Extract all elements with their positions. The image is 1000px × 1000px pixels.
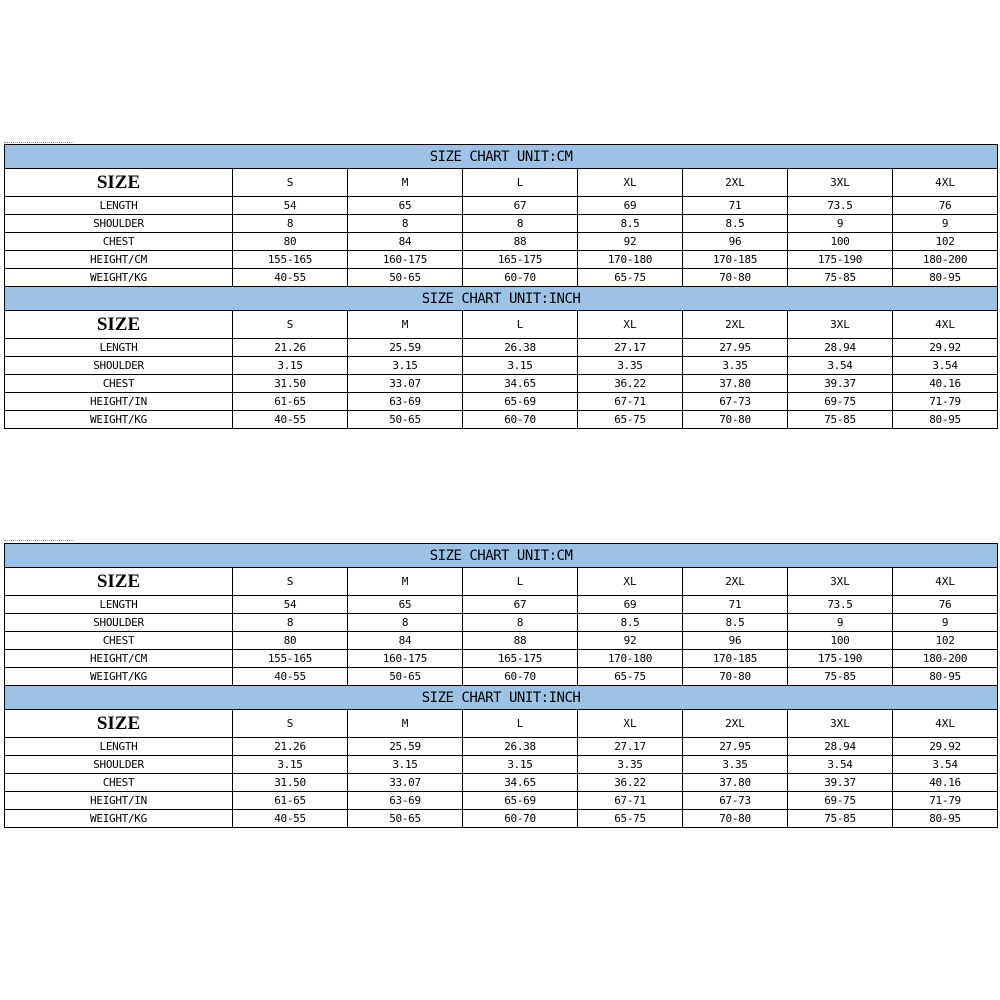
cell-value: 29.92 [893, 738, 998, 756]
cm-section [5, 544, 998, 686]
cell-value: 160-175 [348, 650, 463, 668]
cell-value: 67-71 [578, 792, 683, 810]
cell-value: 155-165 [233, 251, 348, 269]
cell-value: 71-79 [893, 393, 998, 411]
cell-value: 65-69 [463, 393, 578, 411]
inch-section [5, 287, 998, 429]
row-label: SHOULDER [5, 357, 233, 375]
cell-value: 69-75 [788, 792, 893, 810]
row-label: HEIGHT/IN [5, 393, 233, 411]
cell-value: 80 [233, 233, 348, 251]
cell-value: 34.65 [463, 774, 578, 792]
cell-value: 8.5 [578, 215, 683, 233]
cm-row-chest [5, 233, 998, 251]
cell-value: 71-79 [893, 792, 998, 810]
cell-value: 8 [233, 614, 348, 632]
cell-value: 102 [893, 233, 998, 251]
cell-value: 26.38 [463, 339, 578, 357]
row-label: SHOULDER [5, 756, 233, 774]
inch-row-chest [5, 375, 998, 393]
cell-value: 37.80 [683, 375, 788, 393]
inch-row-length [5, 738, 998, 756]
row-label: HEIGHT/CM [5, 251, 233, 269]
cell-value: 29.92 [893, 339, 998, 357]
cell-value: 102 [893, 632, 998, 650]
cell-value: 3.15 [463, 357, 578, 375]
inch-chart-title: SIZE CHART UNIT:INCH [5, 686, 998, 710]
cell-value: 75-85 [788, 269, 893, 287]
cm-row-height [5, 650, 998, 668]
cell-value: 67-73 [683, 393, 788, 411]
size-label-xl: XL [578, 311, 683, 339]
cell-value: 65-75 [578, 810, 683, 828]
cell-value: 21.26 [233, 339, 348, 357]
row-label: SHOULDER [5, 614, 233, 632]
row-label: HEIGHT/IN [5, 792, 233, 810]
cell-value: 76 [893, 596, 998, 614]
cell-value: 3.15 [348, 357, 463, 375]
size-label-xl: XL [578, 710, 683, 738]
size-label-m: M [348, 169, 463, 197]
cell-value: 28.94 [788, 339, 893, 357]
row-label: CHEST [5, 632, 233, 650]
cell-value: 28.94 [788, 738, 893, 756]
size-label-2xl: 2XL [683, 311, 788, 339]
cell-value: 40-55 [233, 810, 348, 828]
size-header-label: SIZE [5, 710, 233, 738]
cell-value: 92 [578, 233, 683, 251]
cell-value: 50-65 [348, 810, 463, 828]
cell-value: 69 [578, 197, 683, 215]
cell-value: 88 [463, 233, 578, 251]
cell-value: 96 [683, 233, 788, 251]
cell-value: 3.35 [578, 357, 683, 375]
cell-value: 70-80 [683, 411, 788, 429]
cm-row-height [5, 251, 998, 269]
cell-value: 67 [463, 197, 578, 215]
size-label-s: S [233, 311, 348, 339]
cell-value: 54 [233, 596, 348, 614]
cell-value: 75-85 [788, 810, 893, 828]
size-label-3xl: 3XL [788, 710, 893, 738]
cell-value: 8 [233, 215, 348, 233]
size-label-xl: XL [578, 568, 683, 596]
cm-row-shoulder [5, 614, 998, 632]
cell-value: 63-69 [348, 393, 463, 411]
cell-value: 61-65 [233, 792, 348, 810]
inch-size-header-row [5, 311, 998, 339]
cell-value: 3.54 [788, 756, 893, 774]
cell-value: 50-65 [348, 411, 463, 429]
row-label: LENGTH [5, 596, 233, 614]
cell-value: 33.07 [348, 375, 463, 393]
row-label: LENGTH [5, 738, 233, 756]
cell-value: 34.65 [463, 375, 578, 393]
cell-value: 65-69 [463, 792, 578, 810]
cell-value: 3.54 [893, 756, 998, 774]
row-label: HEIGHT/CM [5, 650, 233, 668]
cell-value: 180-200 [893, 650, 998, 668]
cell-value: 40-55 [233, 668, 348, 686]
inch-chart-title: SIZE CHART UNIT:INCH [5, 287, 998, 311]
size-label-4xl: 4XL [893, 169, 998, 197]
row-label: CHEST [5, 375, 233, 393]
cell-value: 8 [463, 215, 578, 233]
cell-value: 170-185 [683, 251, 788, 269]
cell-value: 26.38 [463, 738, 578, 756]
cell-value: 180-200 [893, 251, 998, 269]
cell-value: 80-95 [893, 411, 998, 429]
cell-value: 170-180 [578, 251, 683, 269]
cell-value: 3.15 [348, 756, 463, 774]
cell-value: 63-69 [348, 792, 463, 810]
cell-value: 40-55 [233, 411, 348, 429]
cell-value: 160-175 [348, 251, 463, 269]
cell-value: 70-80 [683, 269, 788, 287]
cell-value: 27.95 [683, 339, 788, 357]
row-label: WEIGHT/KG [5, 269, 233, 287]
cell-value: 40.16 [893, 774, 998, 792]
cell-value: 100 [788, 632, 893, 650]
cell-value: 39.37 [788, 774, 893, 792]
size-chart-table [4, 144, 998, 429]
cell-value: 65-75 [578, 668, 683, 686]
cell-value: 75-85 [788, 668, 893, 686]
cell-value: 3.35 [683, 357, 788, 375]
inch-size-header-row [5, 710, 998, 738]
inch-row-shoulder [5, 756, 998, 774]
size-label-l: L [463, 169, 578, 197]
size-label-xl: XL [578, 169, 683, 197]
cell-value: 40.16 [893, 375, 998, 393]
cell-value: 70-80 [683, 810, 788, 828]
cell-value: 9 [893, 215, 998, 233]
cell-value: 71 [683, 596, 788, 614]
size-label-l: L [463, 568, 578, 596]
cell-value: 88 [463, 632, 578, 650]
cm-row-length [5, 596, 998, 614]
cell-value: 67-73 [683, 792, 788, 810]
size-label-3xl: 3XL [788, 169, 893, 197]
inch-row-weight [5, 411, 998, 429]
cell-value: 31.50 [233, 774, 348, 792]
size-header-label: SIZE [5, 311, 233, 339]
cell-value: 75-85 [788, 411, 893, 429]
cell-value: 3.15 [233, 756, 348, 774]
cm-row-shoulder [5, 215, 998, 233]
inch-row-chest [5, 774, 998, 792]
cell-value: 80 [233, 632, 348, 650]
cell-value: 80-95 [893, 810, 998, 828]
size-label-s: S [233, 568, 348, 596]
cell-value: 40-55 [233, 269, 348, 287]
inch-row-height [5, 393, 998, 411]
cell-value: 60-70 [463, 810, 578, 828]
inch-row-shoulder [5, 357, 998, 375]
cell-value: 8.5 [683, 614, 788, 632]
cell-value: 3.54 [788, 357, 893, 375]
size-label-s: S [233, 710, 348, 738]
size-header-label: SIZE [5, 568, 233, 596]
cell-value: 70-80 [683, 668, 788, 686]
cell-value: 100 [788, 233, 893, 251]
cell-value: 50-65 [348, 269, 463, 287]
cell-value: 39.37 [788, 375, 893, 393]
cell-value: 27.17 [578, 738, 683, 756]
cell-value: 175-190 [788, 650, 893, 668]
cm-row-chest [5, 632, 998, 650]
cell-value: 84 [348, 632, 463, 650]
cell-value: 61-65 [233, 393, 348, 411]
cell-value: 165-175 [463, 251, 578, 269]
row-label: CHEST [5, 233, 233, 251]
cell-value: 65-75 [578, 411, 683, 429]
size-label-m: M [348, 710, 463, 738]
cell-value: 3.15 [463, 756, 578, 774]
size-label-2xl: 2XL [683, 568, 788, 596]
cell-value: 50-65 [348, 668, 463, 686]
cell-value: 3.15 [233, 357, 348, 375]
cm-row-weight [5, 269, 998, 287]
cell-value: 69 [578, 596, 683, 614]
cell-value: 76 [893, 197, 998, 215]
cm-chart-title: SIZE CHART UNIT:CM [5, 145, 998, 169]
cm-size-header-row [5, 568, 998, 596]
cm-row-length [5, 197, 998, 215]
cell-value: 27.17 [578, 339, 683, 357]
cell-value: 60-70 [463, 668, 578, 686]
cell-value: 3.35 [683, 756, 788, 774]
cell-value: 69-75 [788, 393, 893, 411]
row-label: WEIGHT/KG [5, 411, 233, 429]
cell-value: 9 [788, 215, 893, 233]
row-label: WEIGHT/KG [5, 668, 233, 686]
cell-value: 27.95 [683, 738, 788, 756]
cell-value: 84 [348, 233, 463, 251]
cell-value: 8.5 [578, 614, 683, 632]
row-label: SHOULDER [5, 215, 233, 233]
cell-value: 8.5 [683, 215, 788, 233]
cell-value: 170-180 [578, 650, 683, 668]
cm-section [5, 145, 998, 287]
inch-row-weight [5, 810, 998, 828]
inch-section [5, 686, 998, 828]
cell-value: 31.50 [233, 375, 348, 393]
cell-value: 21.26 [233, 738, 348, 756]
cell-value: 170-185 [683, 650, 788, 668]
cell-value: 9 [893, 614, 998, 632]
cm-size-header-row [5, 169, 998, 197]
cell-value: 67-71 [578, 393, 683, 411]
cell-value: 73.5 [788, 596, 893, 614]
cm-chart-title: SIZE CHART UNIT:CM [5, 544, 998, 568]
cell-value: 3.35 [578, 756, 683, 774]
cm-row-weight [5, 668, 998, 686]
size-label-2xl: 2XL [683, 169, 788, 197]
cell-value: 3.54 [893, 357, 998, 375]
cell-value: 71 [683, 197, 788, 215]
cell-value: 73.5 [788, 197, 893, 215]
size-label-m: M [348, 568, 463, 596]
cell-value: 25.59 [348, 339, 463, 357]
size-label-3xl: 3XL [788, 311, 893, 339]
cell-value: 92 [578, 632, 683, 650]
inch-row-length [5, 339, 998, 357]
cell-value: 175-190 [788, 251, 893, 269]
size-chart-table [4, 543, 998, 828]
size-label-s: S [233, 169, 348, 197]
row-label: WEIGHT/KG [5, 810, 233, 828]
size-label-4xl: 4XL [893, 311, 998, 339]
size-label-4xl: 4XL [893, 568, 998, 596]
cell-value: 65 [348, 197, 463, 215]
cell-value: 8 [463, 614, 578, 632]
cell-value: 25.59 [348, 738, 463, 756]
cell-value: 65-75 [578, 269, 683, 287]
size-header-label: SIZE [5, 169, 233, 197]
inch-row-height [5, 792, 998, 810]
size-label-m: M [348, 311, 463, 339]
cell-value: 155-165 [233, 650, 348, 668]
cell-value: 37.80 [683, 774, 788, 792]
row-label: CHEST [5, 774, 233, 792]
cell-value: 36.22 [578, 774, 683, 792]
cell-value: 9 [788, 614, 893, 632]
cell-value: 67 [463, 596, 578, 614]
size-chart-block-1 [4, 144, 998, 429]
cell-value: 80-95 [893, 269, 998, 287]
size-label-3xl: 3XL [788, 568, 893, 596]
cell-value: 8 [348, 614, 463, 632]
row-label: LENGTH [5, 197, 233, 215]
cell-value: 96 [683, 632, 788, 650]
size-label-l: L [463, 311, 578, 339]
cell-value: 54 [233, 197, 348, 215]
row-label: LENGTH [5, 339, 233, 357]
size-label-4xl: 4XL [893, 710, 998, 738]
cell-value: 60-70 [463, 269, 578, 287]
cell-value: 60-70 [463, 411, 578, 429]
size-chart-block-2 [4, 543, 998, 828]
cell-value: 36.22 [578, 375, 683, 393]
size-label-2xl: 2XL [683, 710, 788, 738]
cell-value: 65 [348, 596, 463, 614]
cell-value: 80-95 [893, 668, 998, 686]
cell-value: 8 [348, 215, 463, 233]
cell-value: 33.07 [348, 774, 463, 792]
size-label-l: L [463, 710, 578, 738]
cell-value: 165-175 [463, 650, 578, 668]
